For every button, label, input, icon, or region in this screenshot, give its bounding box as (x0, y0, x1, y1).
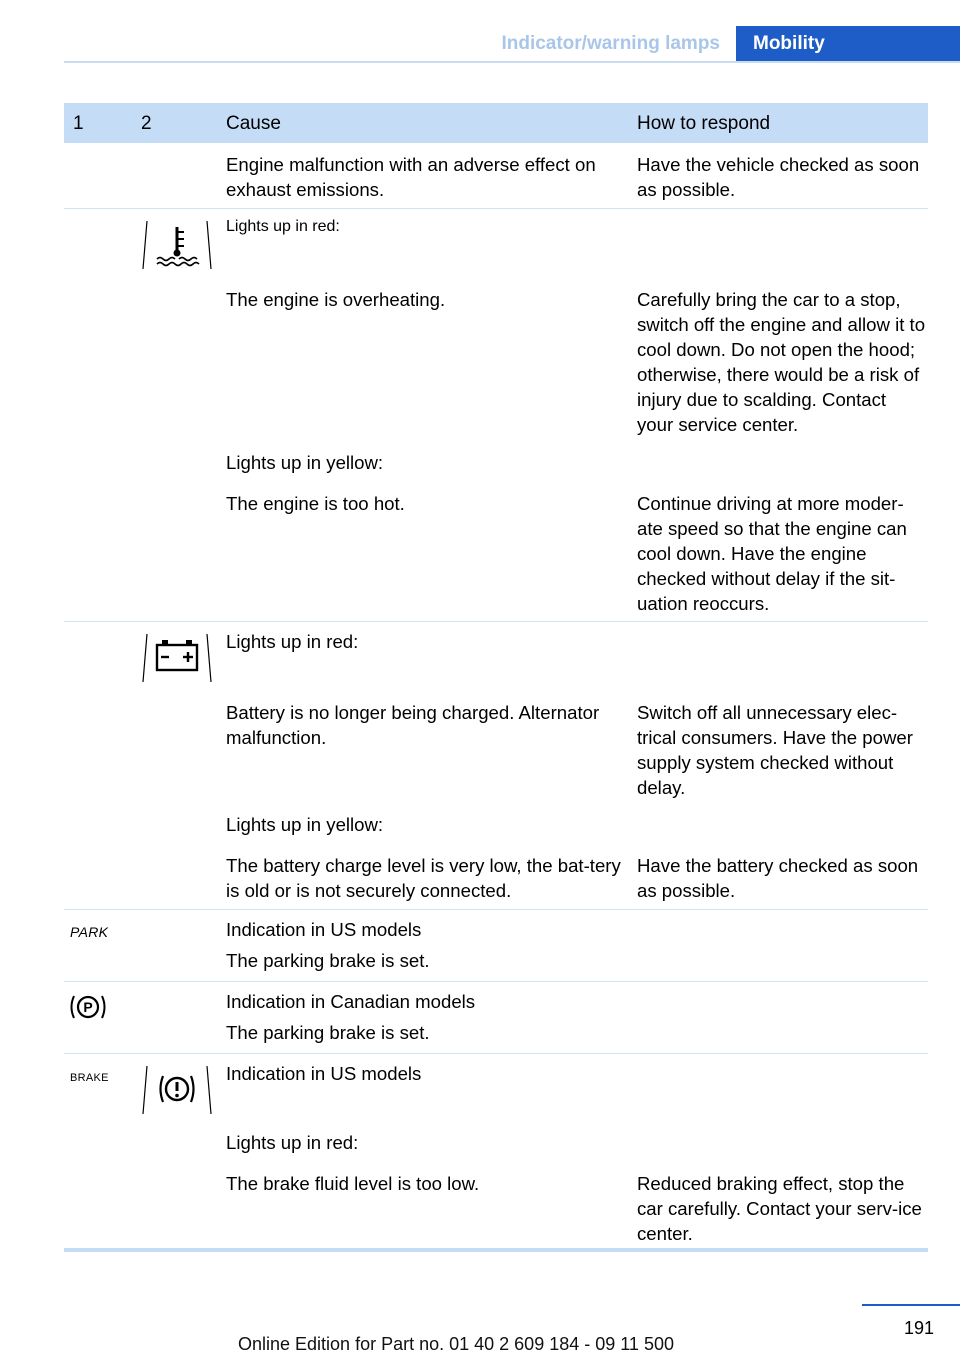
response-text: Have the battery checked as soon as possible. (637, 855, 919, 901)
page-number: 191 (903, 1318, 934, 1338)
table-header (64, 103, 928, 143)
lamp-color-label: Lights up in yellow: (226, 814, 384, 835)
model-indication-text: Indication in US models (226, 919, 422, 940)
table-row (64, 1054, 928, 1252)
model-indication-text: Indication in Canadian models (226, 991, 476, 1012)
table-row (64, 982, 928, 1054)
cause-text: The engine is overheating. (226, 289, 446, 310)
coolant-temperature-icon (141, 215, 213, 272)
column-header-2: 2 (141, 113, 152, 134)
header-chapter-tab: Mobility (736, 26, 960, 61)
table-row (64, 209, 928, 622)
cause-text: Engine malfunction with an adverse effect on exhaust emissions. (226, 154, 596, 200)
lamp-color-label: Lights up in red: (226, 631, 359, 652)
park-indicator-text: PARK (70, 924, 109, 940)
footer-rule (862, 1304, 960, 1306)
column-header-cause: Cause (226, 113, 281, 134)
edition-note: Online Edition for Part no. 01 40 2 609 184 - 09 11 500 (238, 1334, 674, 1354)
lamp-color-label: Lights up in red: (226, 1132, 359, 1153)
indicator-table (64, 103, 928, 1252)
cause-text: The engine is too hot. (226, 493, 405, 514)
cause-text: Battery is no longer being charged. Alternator malfunction. (226, 702, 600, 748)
lamp-color-label: Lights up in yellow: (226, 452, 384, 473)
cause-text: The parking brake is set. (226, 1022, 430, 1043)
parking-brake-circle-icon (68, 992, 108, 1022)
column-header-1: 1 (73, 113, 84, 134)
response-text: Switch off all unnecessary elec-trical consumers. Have the power supply system checked without delay. (637, 702, 913, 798)
table-row (64, 143, 928, 209)
cause-text: The battery charge level is very low, the bat-tery is old or is not securely connected. (226, 855, 621, 901)
response-text: Have the vehicle checked as soon as possible. (637, 154, 920, 200)
column-header-response: How to respond (637, 113, 771, 134)
header-rule (64, 61, 960, 63)
svg-text:P: P (83, 999, 93, 1015)
brake-warning-icon (141, 1060, 213, 1117)
response-text: Reduced braking effect, stop the car carefully. Contact your serv-ice center. (637, 1173, 922, 1244)
battery-icon (141, 628, 213, 685)
brake-indicator-text: BRAKE (70, 1072, 109, 1084)
cause-text: The brake fluid level is too low. (226, 1173, 480, 1194)
table-row (64, 910, 928, 982)
response-text: Carefully bring the car to a stop, switch off the engine and allow it to cool down. Do not open the hood; otherwise, there would be a risk of injury due to scalding. Contact your service center. (637, 289, 926, 435)
table-row (64, 622, 928, 910)
header-section-title: Indicator/warning lamps (501, 33, 720, 54)
cause-text: The parking brake is set. (226, 950, 430, 971)
response-text: Continue driving at more moder-ate speed so that the engine can cool down. Have the engine checked without delay if the sit-uation reoccurs. (637, 493, 907, 614)
lamp-color-label: Lights up in red: (226, 218, 340, 235)
model-indication-text: Indication in US models (226, 1063, 422, 1084)
